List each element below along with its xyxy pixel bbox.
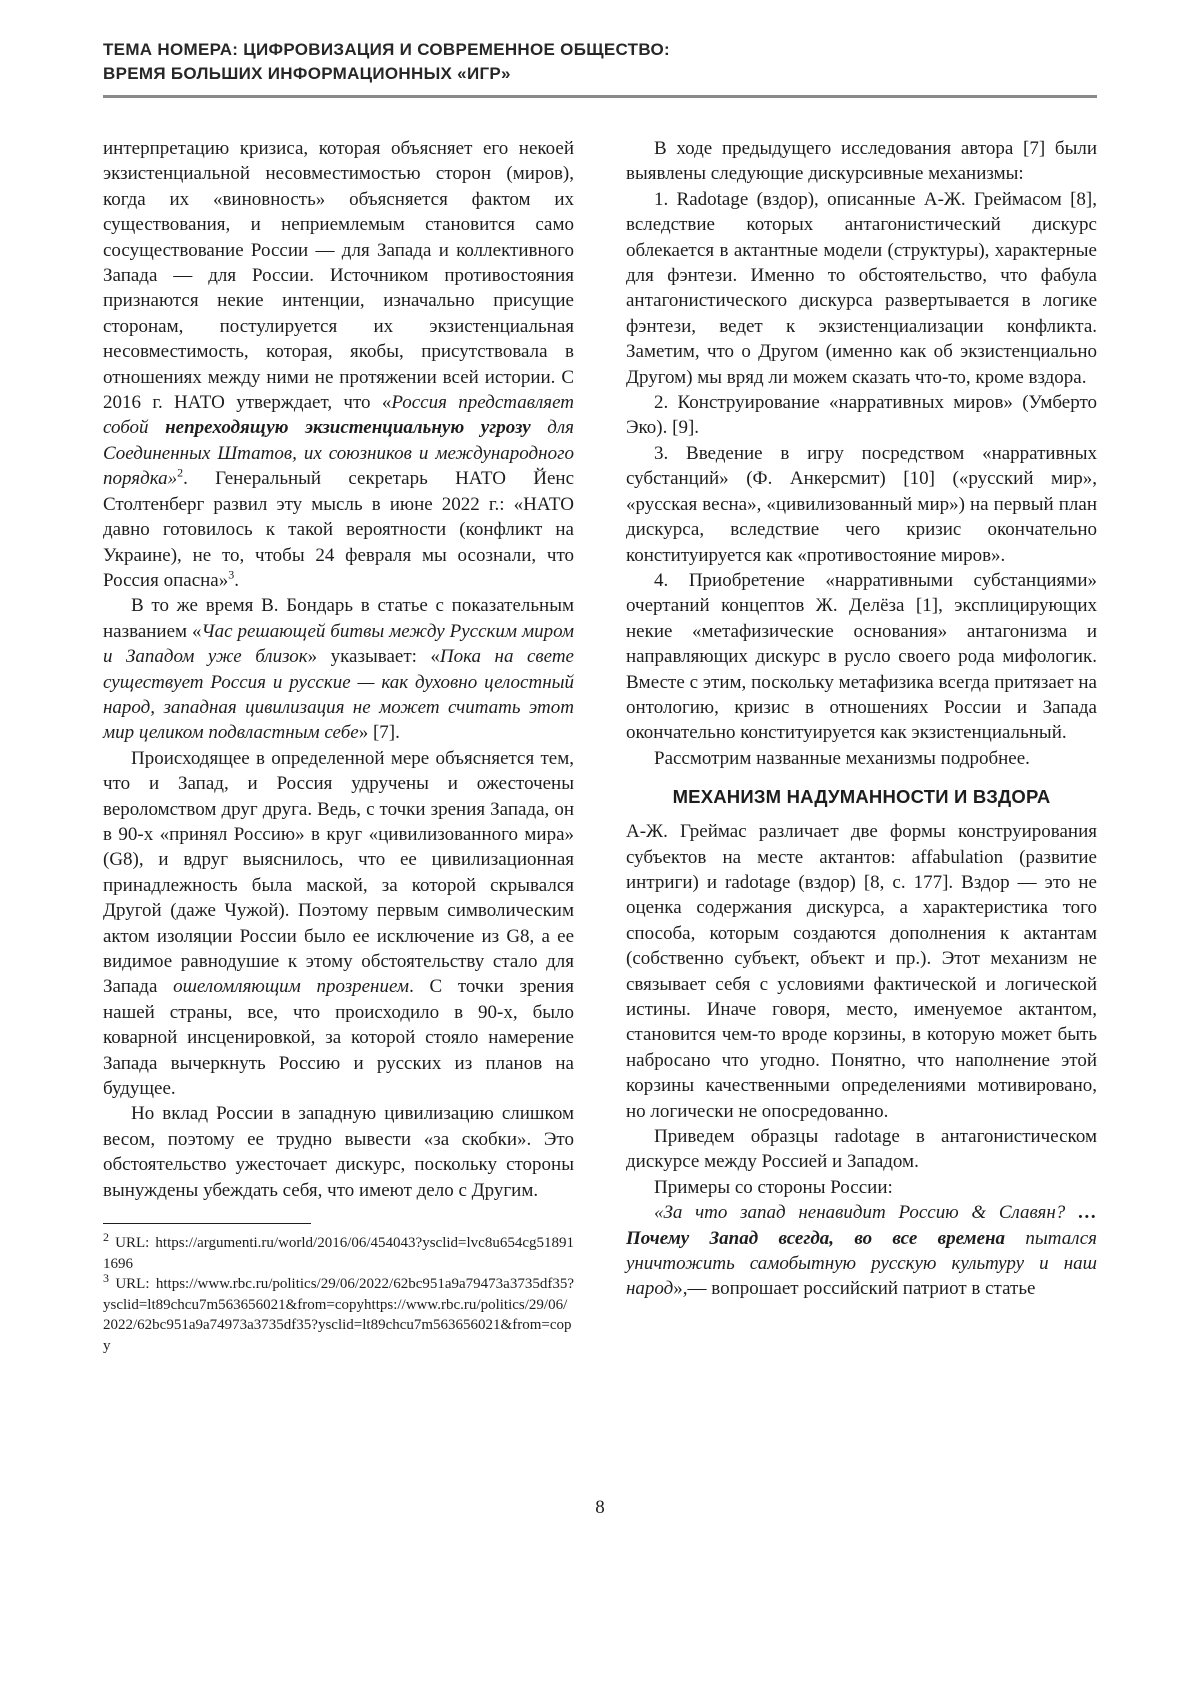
- section-heading: МЕХАНИЗМ НАДУМАННОСТИ И ВЗДОРА: [672, 786, 1051, 808]
- text-run: для Соединенных Штатов, их союзников и международного порядка»: [103, 417, 575, 490]
- text-run: В то же время В. Бондарь в статье с показательным названием «: [103, 595, 574, 642]
- text-run: Происходящее в определенной мере объясняется тем, что и Запад, и Россия удручены и ожесточены вероломством друг друга. Ведь, с точки зрения Запада, он в 90-х «принял Россию» в круг «цивилизованного мира» (G8), и вдруг выяснилось, что ее цивилизационная принадлежность была маской, за которой скрывался Другой (даже Чужой). Поэтому первым символическим актом изоляции России было ее исключение из G8, а ее видимое равнодушие к этому обстоятельству стало для Запада: [103, 747, 574, 998]
- text-run: 1. Radotage (вздор), описанные А-Ж. Греймасом [8], вследствие которых антагонистический дискурс облекается в актантные модели (структуры), характерные для фэнтези. Именно то обстоятельство, что фабула антагонистического дискурса развертывается в логике фэнтези, ведет к экзистенциализации конфликта. Заметим, что о Другом (именно как об экзистенциально Другом) мы вряд ли можем сказать что-то, кроме вздора.: [626, 188, 1097, 388]
- footnote-reference: 2: [177, 465, 184, 480]
- paragraph: [103, 1101, 574, 1203]
- footnote-reference: 3: [228, 567, 235, 582]
- text-run: . С точки зрения нашей страны, все, что происходило в 90-х, было коварной инсценировкой, за которой стояло намерение Запада вычеркнуть Россию и русских из планов на будущее.: [103, 976, 575, 1100]
- paragraph: [626, 746, 1097, 771]
- paragraph: [626, 187, 1097, 390]
- footnote-reference: 2: [103, 1230, 109, 1245]
- text-run: ошеломляющим прозрением: [173, 976, 410, 998]
- text-run: 4. Приобретение «нарративными субстанциями» очертаний концептов Ж. Делёза [1], эксплицирующих некие «метафизические основания» антагонизма и направляющих дискурс в русло своего рода мифологик. Вместе с этим, поскольку метафизика всегда притязает на онтологию, кризис в отношениях России и Запада окончательно конституируется как экзистенциальный.: [626, 569, 1097, 744]
- text-run: Приведем образцы radotage в антагонистическом дискурсе между Россией и Западом.: [626, 1126, 1097, 1173]
- text-run: URL: https://argumenti.ru/world/2016/06/454043?ysclid=lvc8u654cg518911696: [103, 1235, 574, 1272]
- text-run: .: [234, 569, 239, 591]
- paragraph: [626, 1200, 1097, 1302]
- paragraph: [626, 441, 1097, 568]
- text-run: А-Ж. Греймас различает две формы конструирования субъектов на месте актантов: affabulation (развитие интриги) и radotage (вздор) [8, с. 177]. Вздор — это не оценка содержания дискурса, а характеристика того способа, которым создаются дополнения к актантам (собственно субъект, объект и пр.). Этот механизм не связывает себя с условиями фактической и логической истины. Иначе говоря, место, именуемое актантом, становится чем-то вроде корзины, в которую может быть набросано что угодно. Понятно, что наполнение этой корзины качественными определениями мотивировано, но логически не опосредованно.: [626, 821, 1097, 1122]
- paragraph: [626, 1175, 1097, 1200]
- footnote: [103, 1271, 574, 1356]
- header-rule: [103, 95, 1097, 98]
- text-run: «За что запад ненавидит Россию & Славян?: [654, 1202, 1078, 1224]
- text-run: … Почему Запад всегда, во все времена: [626, 1202, 1097, 1249]
- text-run: Рассмотрим названные механизмы подробнее.: [654, 747, 1030, 769]
- text-run: 3. Введение в игру посредством «нарративных субстанций» (Ф. Анкерсмит) [10] («русский мир», «русская весна», «цивилизованный мир») на первый план дискурса, вследствие чего кризис окончательно конституируется как «противостояние миров».: [626, 442, 1097, 566]
- running-header-line-2: ВРЕМЯ БОЛЬШИХ ИНФОРМАЦИОННЫХ «ИГР»: [103, 64, 511, 83]
- text-run: пытался уничтожить самобытную русскую культуру и наш народ: [626, 1227, 1097, 1300]
- paragraph: [626, 136, 1097, 187]
- paragraph: [103, 136, 574, 593]
- page-number: 8: [595, 1497, 605, 1518]
- paragraph: [103, 593, 574, 745]
- text-run: Час решающей битвы между Русским миром и Западом уже близок: [103, 620, 574, 668]
- footnote: [103, 1230, 574, 1274]
- paragraph: [626, 390, 1097, 441]
- text-run: непреходящую экзистенциальную угрозу: [165, 417, 531, 439]
- running-header: [103, 38, 1097, 86]
- text-run: Примеры со стороны России:: [654, 1176, 893, 1198]
- left-column: [103, 136, 574, 1356]
- text-run: интерпретацию кризиса, которая объясняет его некоей экзистенциальной несовместимостью сторон (миров), когда их «виновность» объясняется фактом их существования, и неприемлемым становится само сосуществование России — для Запада и коллективного Запада — для России. Источником противостояния признаются некие интенции, изначально присущие сторонам, постулируется их экзистенциальная несовместимость, которая, якобы, присутствовала в отношениях между ними не протяжении всей истории. С 2016 г. НАТО утверждает, что «: [103, 138, 574, 414]
- paragraph: [626, 568, 1097, 746]
- footnote-reference: 3: [103, 1271, 109, 1286]
- paragraph: [103, 746, 574, 1102]
- text-run: » указывает: «: [307, 646, 440, 668]
- text-run: Россия представляет собой: [103, 392, 574, 439]
- footnote-separator: [103, 1223, 311, 1224]
- text-run: Но вклад России в западную цивилизацию слишком весом, поэтому ее трудно вывести «за скобки». Это обстоятельство ужесточает дискурс, поскольку стороны вынуждены убеждать себя, что имеют дело с Другим.: [103, 1103, 574, 1201]
- text-run: »,— вопрошает российский патриот в статье: [673, 1278, 1036, 1300]
- article-body: [103, 136, 1097, 1356]
- text-run: 2. Конструирование «нарративных миров» (Умберто Эко). [9].: [626, 392, 1097, 439]
- paragraph: [626, 1124, 1097, 1175]
- running-header-line-1: ТЕМА НОМЕРА: ЦИФРОВИЗАЦИЯ И СОВРЕМЕННОЕ ОБЩЕСТВО:: [103, 40, 670, 59]
- text-run: URL: https://www.rbc.ru/politics/29/06/2022/62bc951a9a79473a3735df35?ysclid=lt89chcu7m563656021&from=copyhttps://www.rbc.ru/politics/29/06/2022/62bc951a9a74973a3735df35?ysclid=lt89chcu7m563656021&from=copy: [103, 1276, 574, 1354]
- text-run: . Генеральный секретарь НАТО Йенс Столтенберг развил эту мысль в июне 2022 г.: «НАТО давно готовилось к такой вероятности (конфликт на Украине), не то, чтобы 24 февраля мы осознали, что Россия опасна»: [103, 468, 574, 591]
- text-run: Пока на свете существует Россия и русские — как духовно целостный народ, западная цивилизация не может считать этот мир целиком подвластным себе: [103, 646, 574, 744]
- paragraph: [626, 819, 1097, 1124]
- text-run: » [7].: [358, 722, 400, 744]
- right-column: [626, 136, 1097, 1356]
- text-run: В ходе предыдущего исследования автора [7] были выявлены следующие дискурсивные механизмы:: [626, 138, 1097, 185]
